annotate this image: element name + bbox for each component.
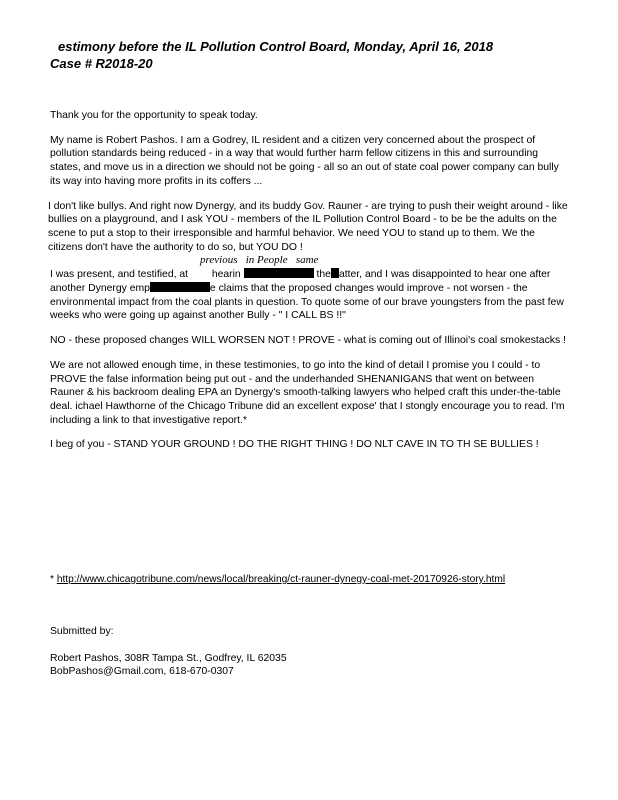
redaction-bar <box>331 268 339 278</box>
paragraph-hearing <box>50 268 570 323</box>
paragraph-worsen: NO - these proposed changes WILL WORSEN NOT ! PROVE - what is coming out of Illinoi's coal smokestacks ! <box>50 335 566 347</box>
paragraph-details: We are not allowed enough time, in these testimonies, to go into the kind of detail I promise you I could - to PROVE the false information being put out - and the underhanded SHENANIGANS that went on between Rauner & his backroom dealing EPA an Dynergy's smooth-talking lawyers who helped craft this under-the-table deal. ichael Hawthorne of the Chicago Tribune did an excellent expose' that I stongly encourage you to read. I'm including a link to that investigative report.* <box>50 359 565 426</box>
submission-block <box>50 625 287 679</box>
redaction-bar <box>244 268 314 278</box>
handwritten-annotation-line <box>50 254 570 268</box>
footnote-marker: * <box>50 574 54 585</box>
footnote <box>50 574 505 585</box>
submitted-by-label: Submitted by: <box>50 626 114 637</box>
hearing-text-c: the <box>316 269 331 281</box>
paragraph-bullies: I don't like bullys. And right now Dynergy, and its buddy Gov. Rauner - are trying to push their weight around - like bullies on a playground, and I ask YOU - members of the IL Pollution Control Board - to be be the adults on the scene to put a stop to their irresponsible and harmful behavior. We need YOU to stand up to them. We the citizens don't have the authority to do so, but YOU DO ! <box>48 200 568 253</box>
submitter-address: Robert Pashos, 308R Tampa St., Godfrey, IL 62035 <box>50 652 287 664</box>
redaction-bar <box>150 282 210 292</box>
submitter-contact: BobPashos@Gmail.com, 618-670-0307 <box>50 666 234 677</box>
title-line-1: estimony before the IL Pollution Control Board, Monday, April 16, 2018 <box>58 39 494 54</box>
hearing-text-b: hearin <box>211 269 241 281</box>
paragraph-introduction: My name is Robert Pashos. I am a Godrey, IL resident and a citizen very concerned about the prospect of pollution standards being reduced - in a way that would further harm fellow citizens in this and surrounding states, and move us in a direction we should not be going - all so an out of state coal power company can bully its way into having more profits in its coffers ... <box>50 134 559 187</box>
title-line-2: Case # R2018-20 <box>50 56 153 71</box>
testimony-body <box>50 109 570 463</box>
hearing-text-e: e claims that the proposed changes would improve - not worsen - the environmental impact from the coal plants in question. To quote some of our brave youngsters from the past few weeks who were going up against another Bully - " I CALL BS !!" <box>50 283 564 322</box>
hearing-text-d: atter, and I was disappointed to hear one after another Dynergy emp <box>50 269 551 295</box>
tribune-article-link[interactable]: http://www.chicagotribune.com/news/local/breaking/ct-rauner-dynegy-coal-met-20170926-story.html <box>56 574 506 585</box>
paragraph-plea: I beg of you - STAND YOUR GROUND ! DO THE RIGHT THING ! DO NLT CAVE IN TO TH SE BULLIES ! <box>50 439 539 451</box>
document-title <box>50 38 493 72</box>
handwritten-annotation: previous in People same <box>200 254 319 267</box>
paragraph-thanks: Thank you for the opportunity to speak today. <box>50 110 258 121</box>
hearing-text-a: I was present, and testified, at <box>50 269 189 281</box>
